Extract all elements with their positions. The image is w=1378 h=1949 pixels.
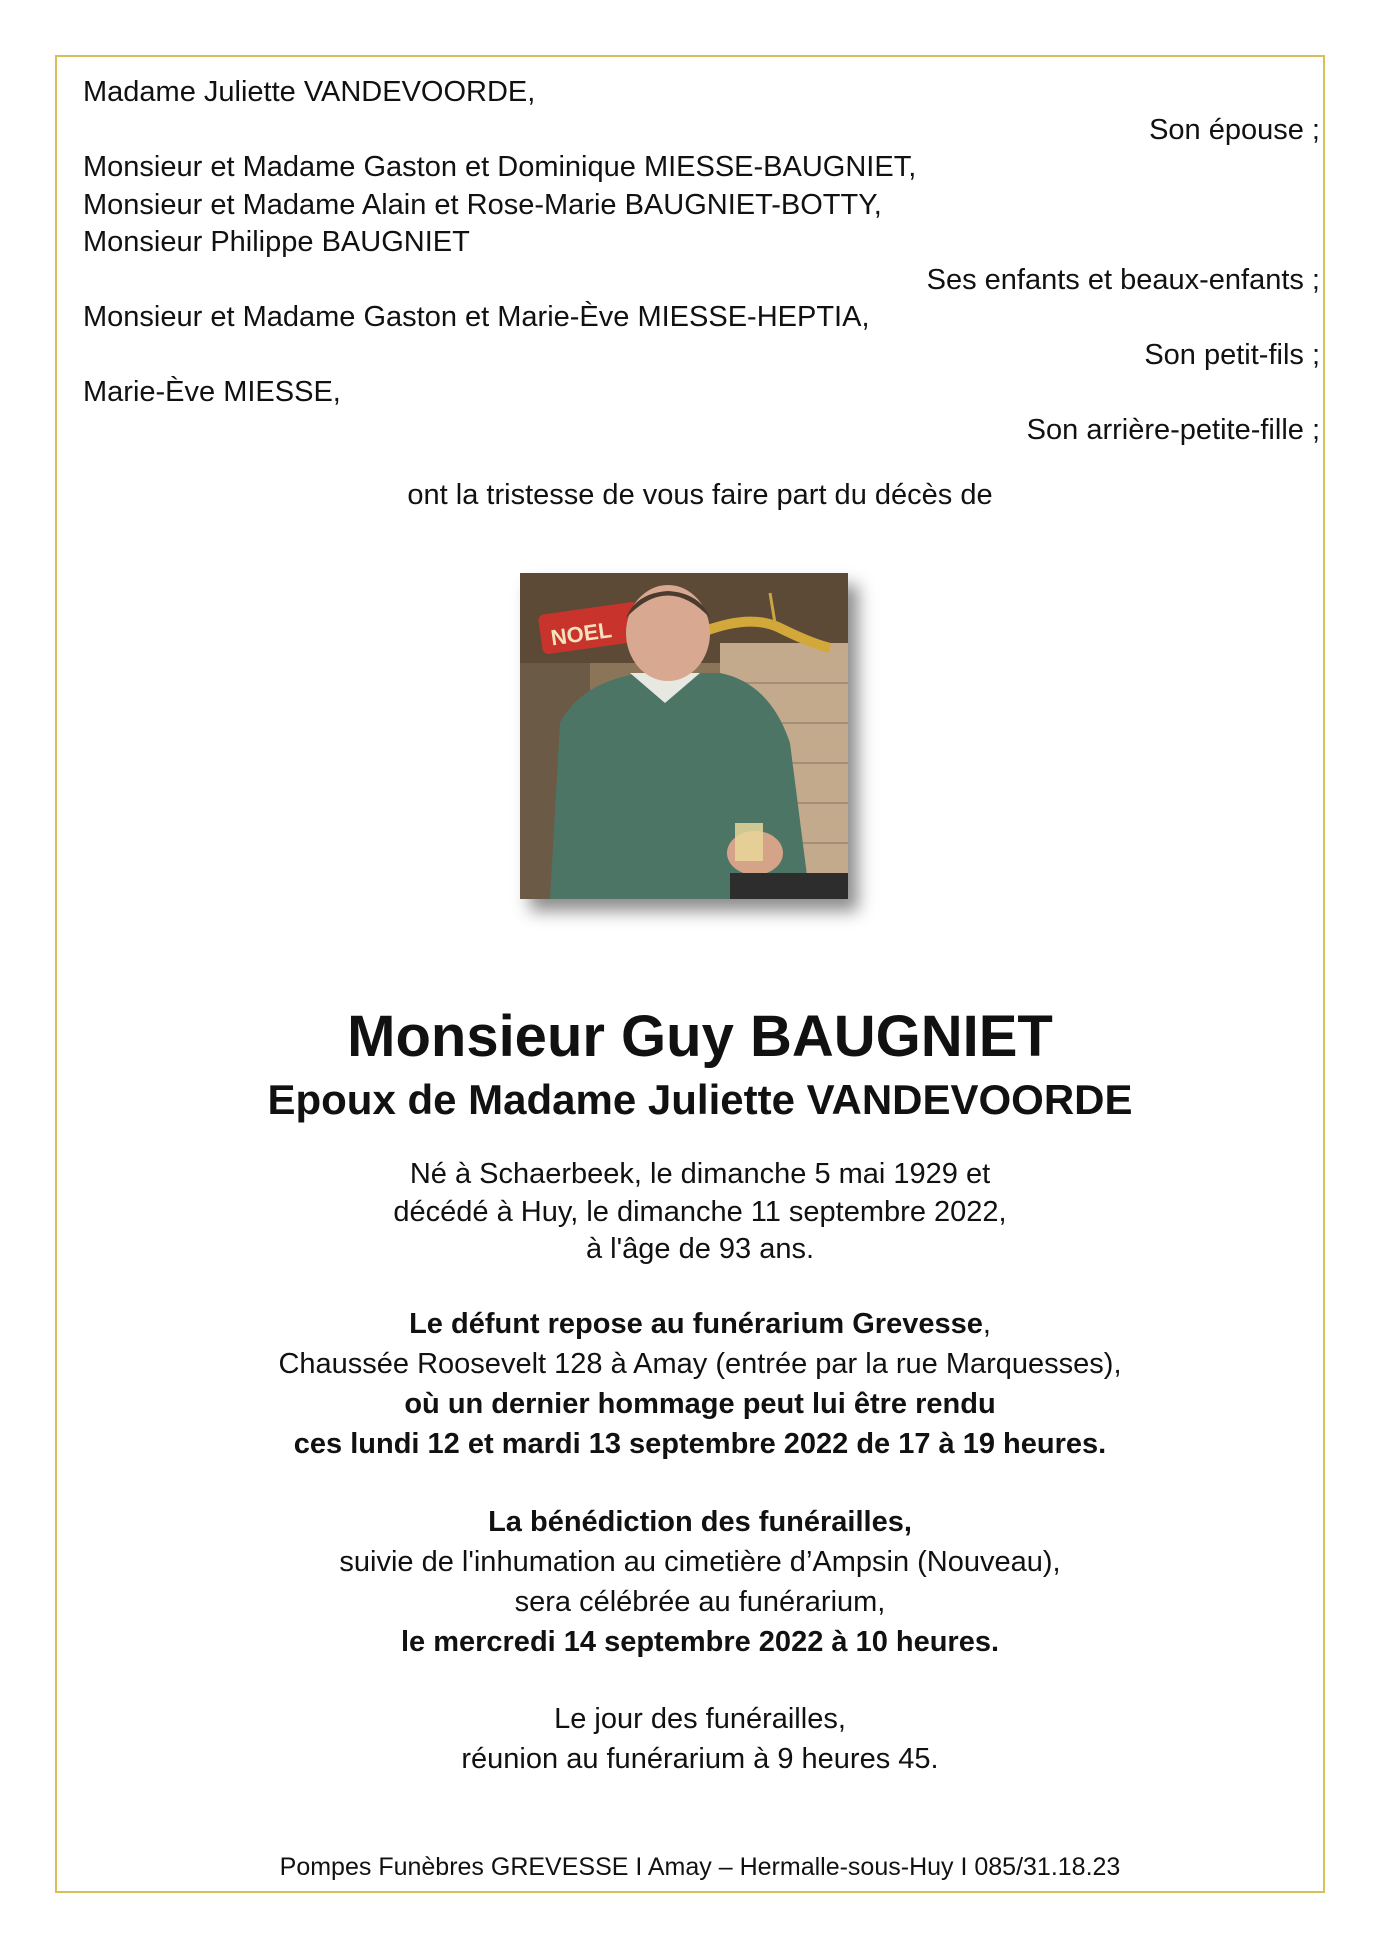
birth-line: Né à Schaerbeek, le dimanche 5 mai 1929 et xyxy=(409,1158,991,1190)
spouse-name: Madame Juliette VANDEVOORDE, xyxy=(83,76,536,108)
funeral-date: le mercredi 14 septembre 2022 à 10 heures. xyxy=(400,1626,1000,1658)
visitation-homage: où un dernier hommage peut lui être rendu xyxy=(404,1388,996,1420)
funeral-burial: suivie de l'inhumation au cimetière d’Ampsin (Nouveau), xyxy=(339,1546,1061,1578)
great-granddaughter-role: Son arrière-petite-fille ; xyxy=(1026,414,1320,446)
funeral-venue: sera célébrée au funérarium, xyxy=(514,1586,886,1618)
children-role: Ses enfants et beaux-enfants ; xyxy=(926,264,1320,296)
meeting-day: Le jour des funérailles, xyxy=(554,1703,846,1735)
death-line: décédé à Huy, le dimanche 11 septembre 2022, xyxy=(393,1196,1007,1228)
visitation-hours: ces lundi 12 et mardi 13 septembre 2022 de 17 à 19 heures. xyxy=(293,1428,1107,1460)
child-1: Monsieur et Madame Gaston et Dominique MIESSE-BAUGNIET, xyxy=(83,151,917,183)
age-line: à l'âge de 93 ans. xyxy=(585,1233,815,1265)
noel-sign-text: NOEL xyxy=(549,617,614,651)
deceased-photo xyxy=(520,573,848,899)
funeral-blessing: La bénédiction des funérailles, xyxy=(488,1506,912,1538)
deceased-spouse-line: Epoux de Madame Juliette VANDEVOORDE xyxy=(267,1076,1133,1123)
visitation-place: Le défunt repose au funérarium Grevesse xyxy=(409,1308,983,1340)
grandson-role: Son petit-fils ; xyxy=(1144,339,1320,371)
intro-text: ont la tristesse de vous faire part du décès de xyxy=(407,479,993,511)
deceased-name: Monsieur Guy BAUGNIET xyxy=(347,1004,1053,1069)
child-3: Monsieur Philippe BAUGNIET xyxy=(83,226,470,258)
grandson-name: Monsieur et Madame Gaston et Marie-Ève MIESSE-HEPTIA, xyxy=(83,301,870,333)
meeting-time: réunion au funérarium à 9 heures 45. xyxy=(461,1743,939,1775)
visitation-address: Chaussée Roosevelt 128 à Amay (entrée par la rue Marquesses), xyxy=(278,1348,1122,1380)
funeral-home-footer: Pompes Funèbres GREVESSE I Amay – Hermalle-sous-Huy I 085/31.18.23 xyxy=(279,1853,1121,1881)
visitation-comma: , xyxy=(982,1308,991,1340)
great-granddaughter-name: Marie-Ève MIESSE, xyxy=(83,376,341,408)
visitation-line-1 xyxy=(0,1307,1378,1341)
child-2: Monsieur et Madame Alain et Rose-Marie BAUGNIET-BOTTY, xyxy=(83,189,882,221)
spouse-role: Son épouse ; xyxy=(1149,114,1320,146)
